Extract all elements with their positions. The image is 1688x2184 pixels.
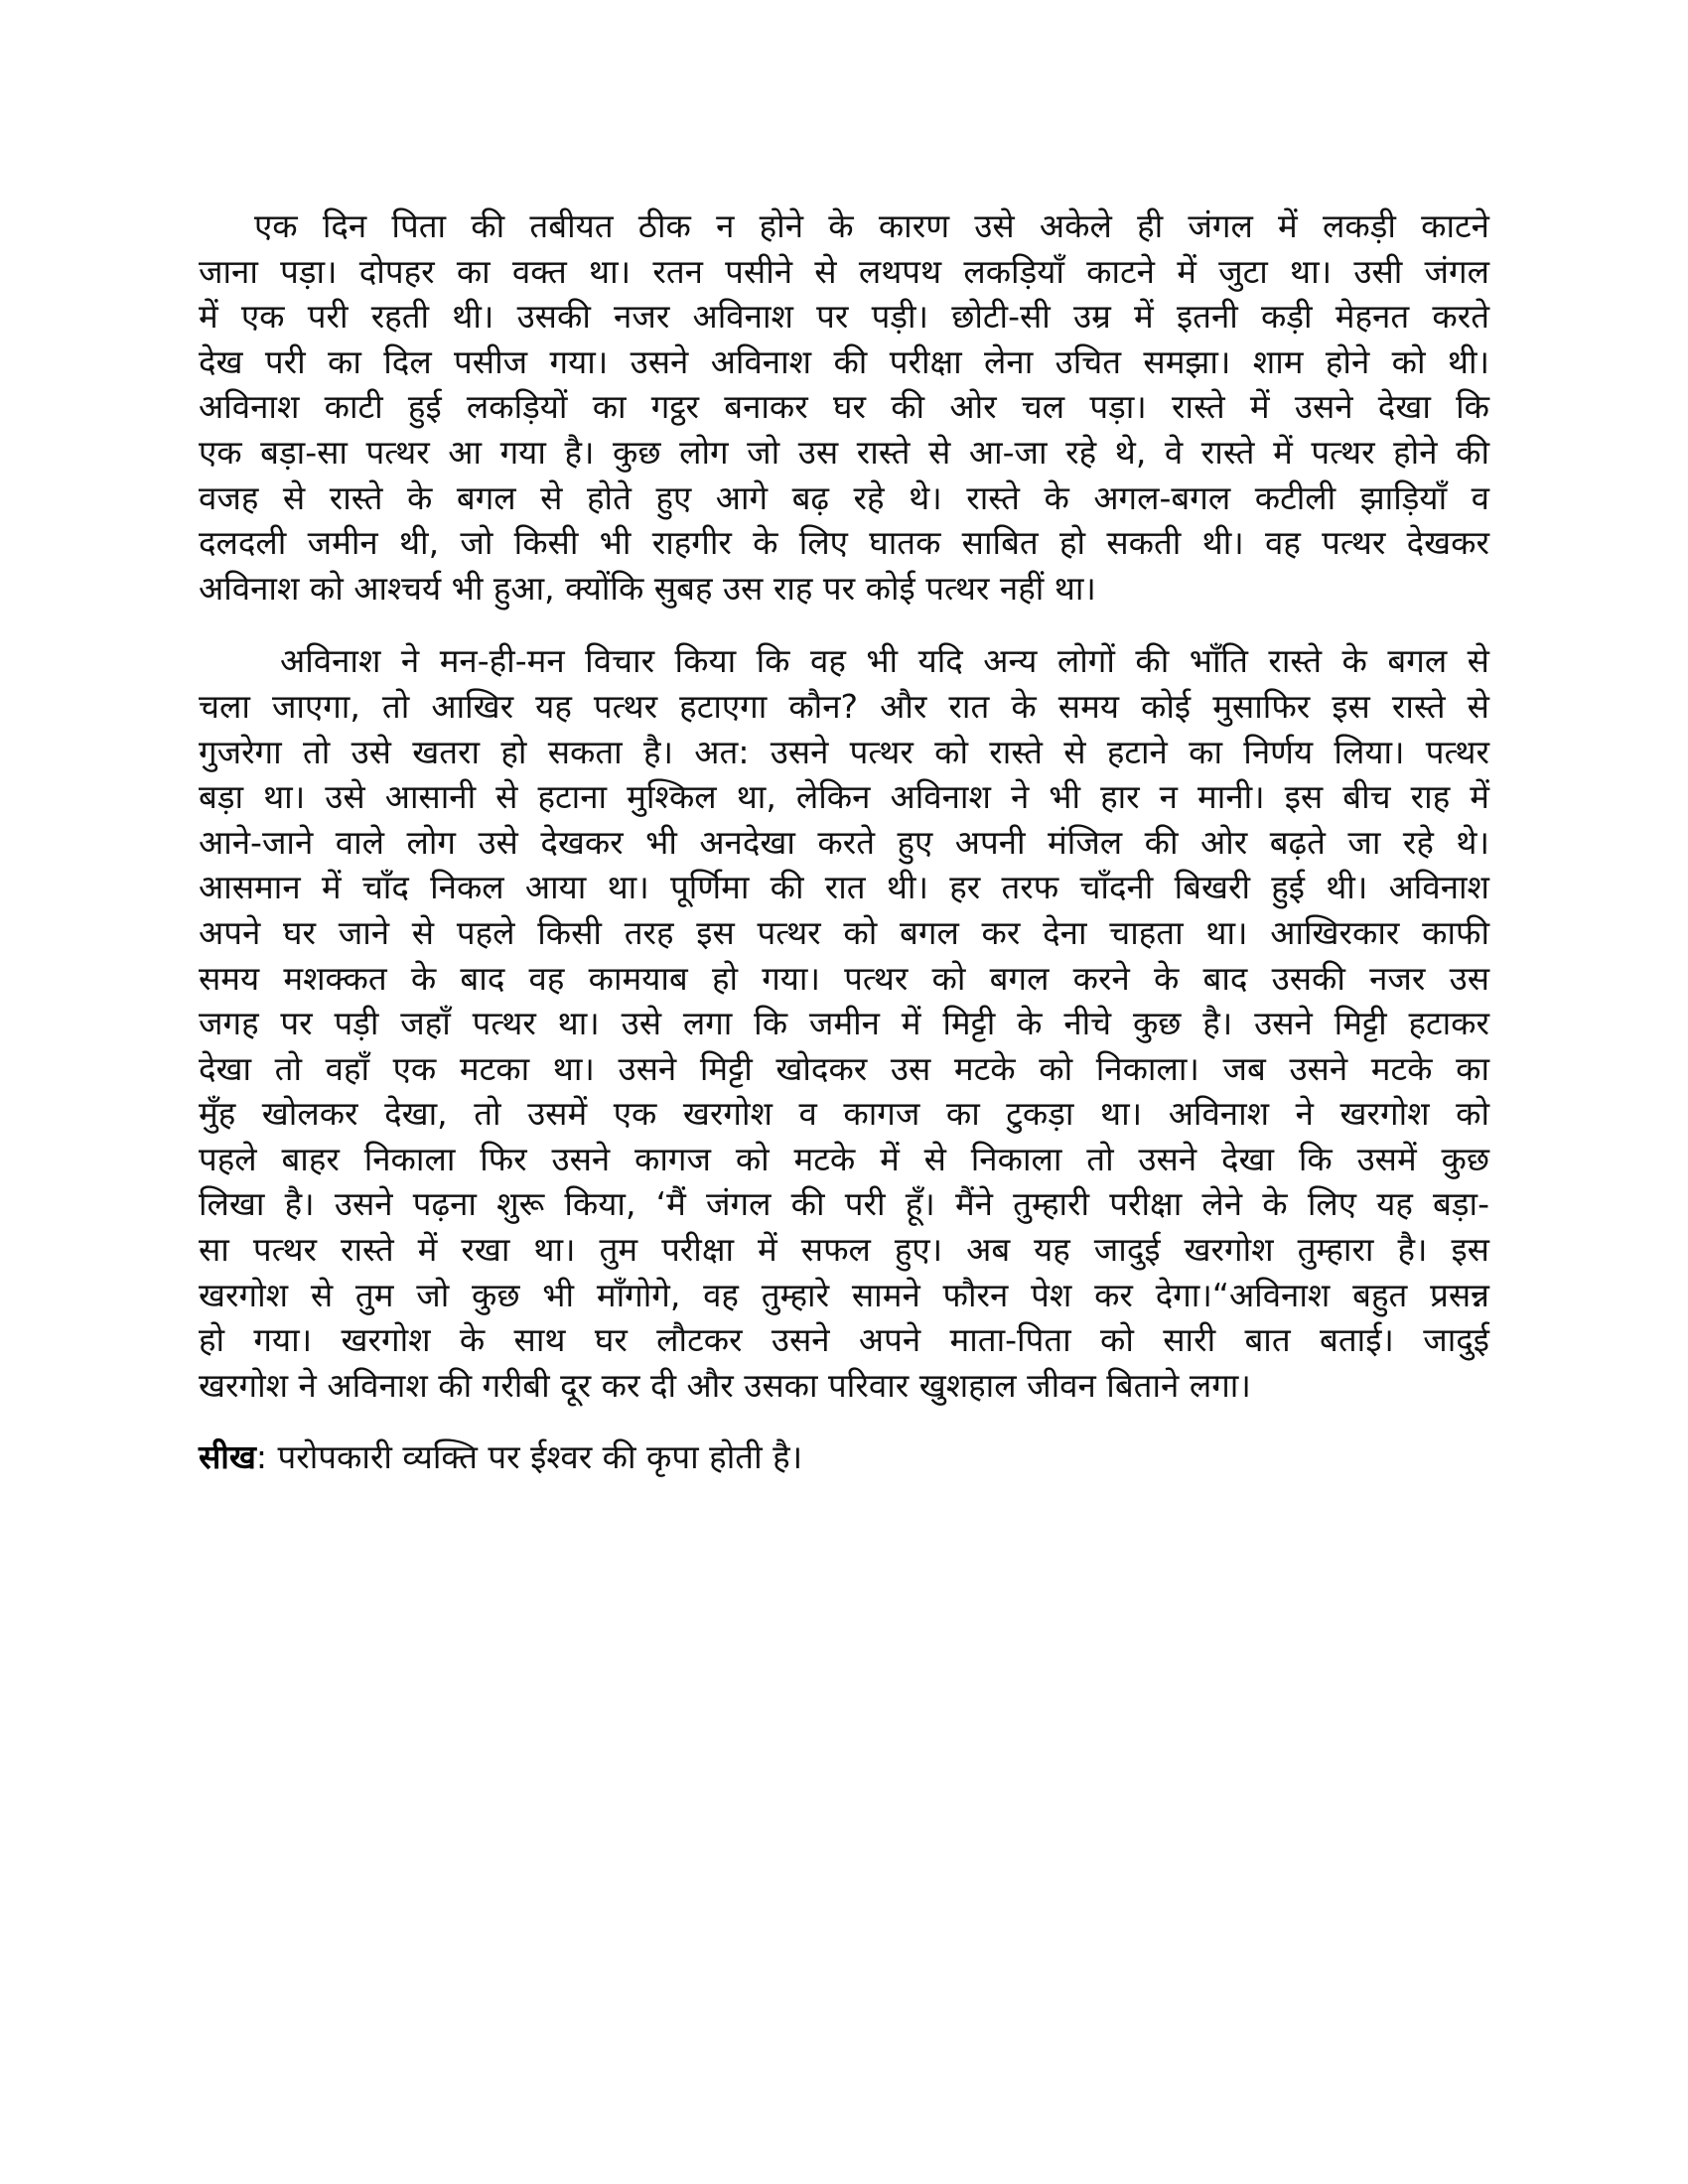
paragraph-line: अपने घर जाने से पहले किसी तरह इस पत्थर को बगल कर देना चाहता था। आखिरकार काफी <box>199 912 1489 952</box>
paragraph-line: एक बड़ा-सा पत्थर आ गया है। कुछ लोग जो उस रास्ते से आ-जा रहे थे, वे रास्ते में पत्थर होने की <box>199 432 1489 472</box>
paragraph-line: आसमान में चाँद निकल आया था। पूर्णिमा की रात थी। हर तरफ चाँदनी बिखरी हुई थी। अविनाश <box>199 868 1489 907</box>
paragraph-line: खरगोश ने अविनाश की गरीबी दूर कर दी और उसका परिवार खुशहाल जीवन बिताने लगा। <box>199 1365 1251 1405</box>
moral-label: सीख <box>199 1437 256 1477</box>
paragraph-line: देखा तो वहाँ एक मटका था। उसने मिट्टी खोदकर उस मटके को निकाला। जब उसने मटके का <box>199 1048 1489 1088</box>
paragraph-line: बड़ा था। उसे आसानी से हटाना मुश्किल था, लेकिन अविनाश ने भी हार न मानी। इस बीच राह में <box>199 777 1489 817</box>
story-page <box>199 204 1489 1480</box>
paragraph-line: वजह से रास्ते के बगल से होते हुए आगे बढ़ रहे थे। रास्ते के अगल-बगल कटीली झाड़ियाँ व <box>199 478 1489 517</box>
paragraph-line: दलदली जमीन थी, जो किसी भी राहगीर के लिए घातक साबित हो सकती थी। वह पत्थर देखकर <box>199 523 1489 563</box>
paragraph-line: समय मशक्कत के बाद वह कामयाब हो गया। पत्थर को बगल करने के बाद उसकी नजर उस <box>199 958 1489 998</box>
paragraph-line: देख परी का दिल पसीज गया। उसने अविनाश की परीक्षा लेना उचित समझा। शाम होने को थी। <box>199 341 1489 381</box>
paragraph-line: पहले बाहर निकाला फिर उसने कागज को मटके में से निकाला तो उसने देखा कि उसमें कुछ <box>199 1139 1489 1178</box>
paragraph-line: हो गया। खरगोश के साथ घर लौटकर उसने अपने माता-पिता को सारी बात बताई। जादुई <box>199 1320 1489 1360</box>
paragraph-line: अविनाश ने मन-ही-मन विचार किया कि वह भी यदि अन्य लोगों की भाँति रास्ते के बगल से <box>280 641 1489 681</box>
paragraph-line: मुँह खोलकर देखा, तो उसमें एक खरगोश व कागज का टुकड़ा था। अविनाश ने खरगोश को <box>199 1094 1489 1134</box>
paragraph-line: अविनाश को आश्चर्य भी हुआ, क्योंकि सुबह उस राह पर कोई पत्थर नहीं था। <box>199 568 1096 608</box>
story-paragraph-2 <box>199 638 1489 1408</box>
paragraph-line: आने-जाने वाले लोग उसे देखकर भी अनदेखा करते हुए अपनी मंजिल की ओर बढ़ते जा रहे थे। <box>199 822 1489 862</box>
paragraph-line: चला जाएगा, तो आखिर यह पत्थर हटाएगा कौन? और रात के समय कोई मुसाफिर इस रास्ते से <box>199 686 1489 726</box>
paragraph-line: गुजरेगा तो उसे खतरा हो सकता है। अत: उसने पत्थर को रास्ते से हटाने का निर्णय लिया। पत्थर <box>199 732 1489 771</box>
paragraph-line: जगह पर पड़ी जहाँ पत्थर था। उसे लगा कि जमीन में मिट्टी के नीचे कुछ है। उसने मिट्टी हटाकर <box>199 1004 1489 1043</box>
paragraph-line: अविनाश काटी हुई लकड़ियों का गट्ठर बनाकर घर की ओर चल पड़ा। रास्ते में उसने देखा कि <box>199 387 1489 427</box>
paragraph-line: एक दिन पिता की तबीयत ठीक न होने के कारण उसे अकेले ही जंगल में लकड़ी काटने <box>254 206 1489 245</box>
paragraph-line: खरगोश से तुम जो कुछ भी माँगोगे, वह तुम्हारे सामने फौरन पेश कर देगा।“अविनाश बहुत प्रसन्न <box>199 1275 1489 1314</box>
paragraph-line: जाना पड़ा। दोपहर का वक्त था। रतन पसीने से लथपथ लकड़ियाँ काटने में जुटा था। उसी जंगल <box>199 251 1489 291</box>
story-paragraph-1 <box>199 204 1489 611</box>
paragraph-line: में एक परी रहती थी। उसकी नजर अविनाश पर पड़ी। छोटी-सी उम्र में इतनी कड़ी मेहनत करते <box>199 297 1489 337</box>
story-moral <box>199 1434 1489 1480</box>
moral-text: : परोपकारी व्यक्ति पर ईश्वर की कृपा होती है। <box>255 1437 803 1477</box>
paragraph-line: सा पत्थर रास्ते में रखा था। तुम परीक्षा में सफल हुए। अब यह जादुई खरगोश तुम्हारा है। इस <box>199 1230 1489 1270</box>
paragraph-line: लिखा है। उसने पढ़ना शुरू किया, ‘मैं जंगल की परी हूँ। मैंने तुम्हारी परीक्षा लेने के लिए यह बड़ा- <box>199 1184 1489 1224</box>
